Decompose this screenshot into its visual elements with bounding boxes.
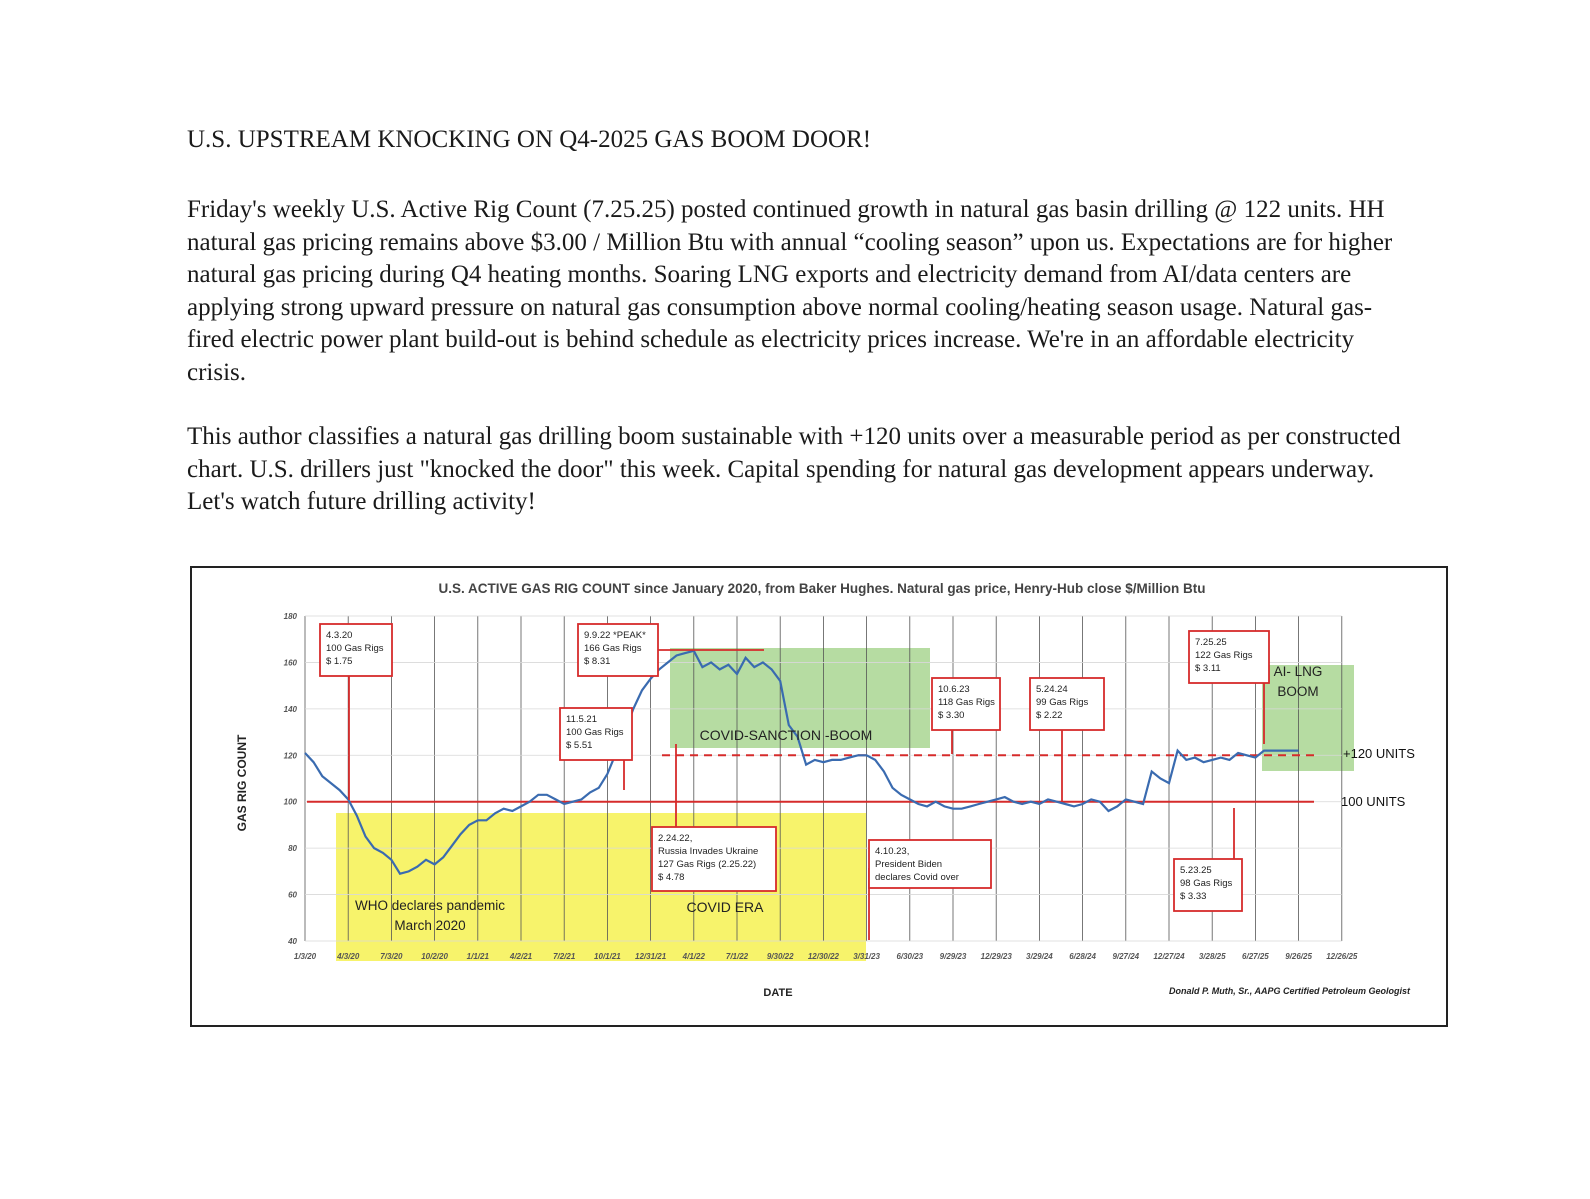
x-tick-label: 3/29/24: [1026, 952, 1053, 961]
annotation-text: $ 3.30: [938, 710, 965, 721]
annotation-text: 98 Gas Rigs: [1180, 878, 1233, 889]
x-tick-label: 10/1/21: [594, 952, 621, 961]
annotation-text: 127 Gas Rigs (2.25.22): [658, 859, 757, 870]
annotation-text: 122 Gas Rigs: [1195, 650, 1253, 661]
annotation-text: 118 Gas Rigs: [938, 697, 995, 708]
x-tick-label: 10/2/20: [421, 952, 448, 961]
x-tick-label: 9/29/23: [939, 952, 967, 961]
annotation-text: 11.5.21: [566, 714, 597, 725]
y-tick-label: 180: [283, 612, 297, 621]
annotation-text: 5.23.25: [1180, 865, 1212, 876]
annotation-text: 166 Gas Rigs: [584, 643, 642, 654]
chart-credit: Donald P. Muth, Sr., AAPG Certified Petroleum Geologist: [1168, 986, 1410, 996]
annotation-text: 9.9.22 *PEAK*: [584, 630, 646, 641]
annotation-box: [320, 624, 392, 800]
annotation-box: [1174, 808, 1242, 911]
covid-era-label: COVID ERA: [686, 899, 764, 915]
ref-label-100: 100 UNITS: [1341, 794, 1406, 809]
x-tick-label: 1/1/21: [466, 952, 489, 961]
x-tick-label: 4/2/21: [509, 952, 533, 961]
annotation-text: 100 Gas Rigs: [566, 727, 624, 738]
x-tick-label: 9/27/24: [1112, 952, 1140, 961]
document-body: [187, 126, 1407, 551]
y-tick-label: 100: [283, 797, 297, 807]
x-tick-label: 12/26/25: [1326, 952, 1358, 961]
x-tick-label: 7/2/21: [553, 952, 576, 961]
y-tick-label: 40: [288, 937, 297, 946]
x-tick-label: 12/29/23: [980, 952, 1012, 961]
ai-lng-boom-label-line2: BOOM: [1277, 684, 1319, 699]
y-tick-labels: [284, 612, 298, 946]
annotation-box: [932, 678, 1000, 754]
paragraph-1: Friday's weekly U.S. Active Rig Count (7.25.25) posted continued growth in natural gas basin drilling @ 122 units. HH natural gas pricing remains above $3.00 / Million Btu with annual “cooling season” upon us. Expectations are for higher natural gas pricing during Q4 heating months. Soaring LNG exports and electricity demand from AI/data centers are applying strong upward pressure on natural gas consumption above normal cooling/heating season usage. Natural gas-fired electric power plant build-out is behind schedule as electricity prices increase. We're in an affordable electricity crisis.: [187, 196, 1393, 386]
annotation-text: 99 Gas Rigs: [1036, 697, 1089, 708]
rig-count-chart: [190, 566, 1448, 1027]
x-tick-label: 12/31/21: [635, 952, 667, 961]
annotation-text: 5.24.24: [1036, 684, 1068, 695]
ref-label-120: +120 UNITS: [1343, 746, 1415, 761]
ai-lng-boom-label-line1: AI- LNG: [1273, 664, 1323, 679]
x-tick-label: 6/28/24: [1069, 952, 1096, 961]
annotation-box: [869, 840, 991, 940]
x-tick-label: 9/30/22: [766, 952, 794, 961]
covid-sanction-boom-label: COVID-SANCTION -BOOM: [699, 727, 873, 743]
annotation-text: 7.25.25: [1195, 637, 1227, 648]
x-axis-label: DATE: [763, 987, 793, 999]
annotation-text: 4.10.23,: [875, 846, 910, 857]
headline: U.S. UPSTREAM KNOCKING ON Q4-2025 GAS BOOM DOOR!: [187, 126, 872, 153]
x-tick-label: 12/30/22: [807, 952, 839, 961]
annotation-text: 2.24.22,: [658, 833, 693, 844]
annotation-box: [1030, 678, 1104, 802]
x-tick-label: 4/1/22: [682, 952, 705, 961]
y-tick-label: 80: [288, 844, 297, 854]
annotation-text: $ 3.33: [1180, 891, 1207, 902]
annotation-text: $ 1.75: [326, 656, 353, 667]
annotation-text: 10.6.23: [938, 684, 970, 695]
x-tick-label: 1/3/20: [293, 952, 317, 961]
chart-title: U.S. ACTIVE GAS RIG COUNT since January 2020, from Baker Hughes. Natural gas price, Henry-Hub close $/Million Btu: [438, 581, 1206, 596]
x-tick-label: 6/30/23: [896, 952, 924, 961]
annotation-text: $ 5.51: [566, 740, 593, 751]
x-tick-label: 7/3/20: [380, 952, 403, 961]
annotation-text: declares Covid over: [875, 872, 959, 883]
y-tick-label: 140: [283, 704, 297, 714]
x-tick-label: 12/27/24: [1153, 952, 1185, 961]
covid-era-region: [336, 813, 866, 961]
y-tick-label: 160: [283, 658, 297, 668]
annotation-text: $ 2.22: [1036, 710, 1063, 721]
annotation-text: $ 3.11: [1195, 663, 1221, 674]
x-tick-label: 4/3/20: [337, 952, 360, 961]
annotation-text: President Biden: [875, 859, 943, 870]
chart-svg: [192, 568, 1446, 1025]
y-axis-label: GAS RIG COUNT: [235, 734, 249, 832]
y-tick-label: 120: [283, 751, 297, 761]
annotation-text: Russia Invades Ukraine: [658, 846, 759, 857]
annotation-text: $ 8.31: [584, 656, 611, 667]
pandemic-label-line2: March 2020: [394, 918, 466, 933]
x-tick-label: 9/26/25: [1285, 952, 1312, 961]
x-tick-label: 7/1/22: [725, 952, 749, 961]
annotation-text: 100 Gas Rigs: [326, 643, 384, 654]
x-tick-label: 3/28/25: [1198, 952, 1226, 961]
annotation-text: $ 4.78: [658, 872, 685, 883]
annotation-box: [1189, 631, 1269, 744]
y-tick-label: 60: [288, 890, 297, 900]
x-tick-label: 6/27/25: [1242, 952, 1269, 961]
paragraph-2: This author classifies a natural gas drilling boom sustainable with +120 units over a measurable period as per constructed chart. U.S. drillers just "knocked the door" this week. Capital spending for natural gas development appears underway. Let's watch future drilling activity!: [187, 423, 1401, 515]
pandemic-label-line1: WHO declares pandemic: [354, 898, 506, 913]
annotation-text: 4.3.20: [326, 630, 353, 641]
annotation-box: [560, 708, 632, 790]
x-tick-label: 3/31/23: [853, 952, 880, 961]
